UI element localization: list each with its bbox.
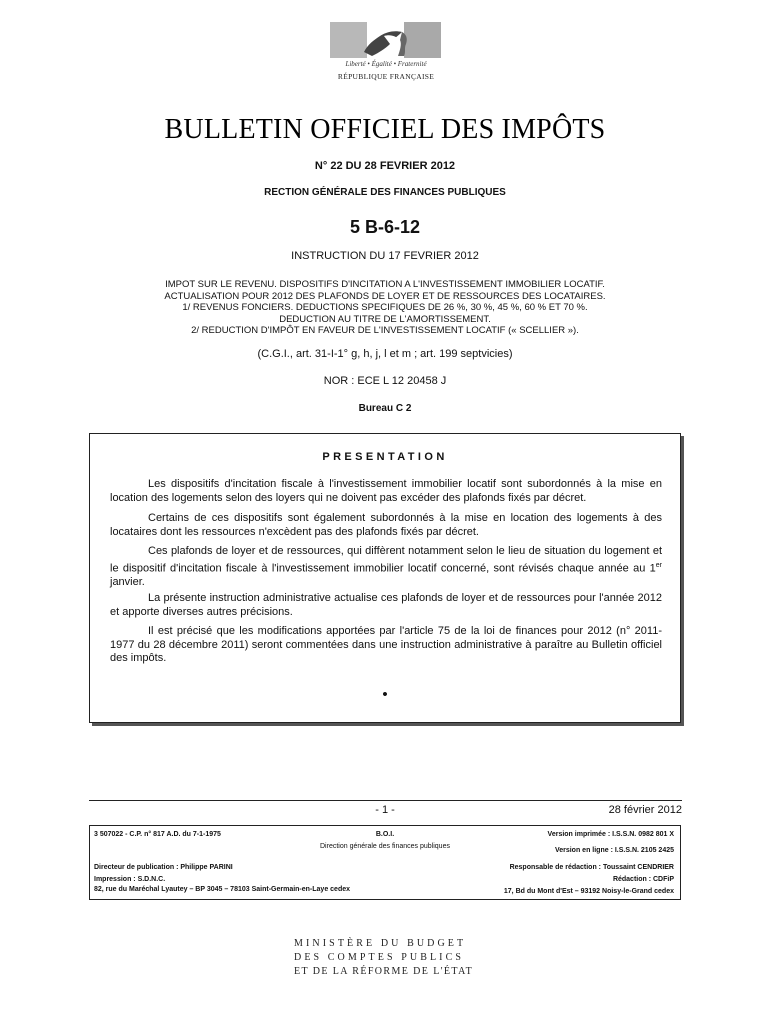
issn-print: Version imprimée : I.S.S.N. 0982 801 X — [547, 831, 674, 838]
subject-line: 1/ REVENUS FONCIERS. DEDUCTIONS SPECIFIQUES DE 26 %, 30 %, 45 %, 60 % ET 70 %. — [182, 302, 588, 313]
document-code: 5 B-6-12 — [349, 217, 421, 237]
printing-label: Impression : S.D.N.C. — [94, 876, 166, 883]
paragraph-text: janvier. — [110, 575, 145, 588]
ordinal-superscript: er — [655, 561, 662, 569]
subject-line: 2/ REDUCTION D'IMPÔT EN FAVEUR DE L'INVESTISSEMENT LOCATIF (« SCELLIER »). — [191, 325, 579, 336]
bureau-label: Bureau C 2 — [358, 403, 412, 414]
dgfip-label: Direction générale des finances publiques — [320, 843, 450, 850]
issue-number: N° 22 DU 28 FEVRIER 2012 — [314, 160, 456, 172]
page-date: 28 février 2012 — [608, 804, 682, 816]
presentation-paragraph: Les dispositifs d'incitation fiscale à l'investissement immobilier locatif sont subordonnés à la mise en location des logements selon des loyers qui ne doivent pas excéder des plafonds fixés par décret. — [110, 478, 662, 504]
boi-label: B.O.I. — [375, 831, 395, 838]
publication-director: Directeur de publication : Philippe PARINI — [94, 864, 233, 871]
presentation-paragraph: Certains de ces dispositifs sont également subordonnés à la mise en location des logements à des locataires dont les ressources n'excèdent pas des plafonds fixés par décret. — [110, 512, 662, 538]
bullet-separator: • — [382, 686, 388, 703]
editorial-label: Rédaction : CDFiP — [612, 876, 674, 883]
legal-references: (C.G.I., art. 31-I-1° g, h, j, l et m ; art. 199 septvicies) — [257, 348, 513, 360]
subject-line: DEDUCTION AU TITRE DE L'AMORTISSEMENT. — [279, 313, 491, 325]
ministry-line: DES COMPTES PUBLICS — [294, 952, 465, 963]
ministry-line: ET DE LA RÉFORME DE L'ÉTAT — [294, 966, 474, 977]
direction-name: RECTION GÉNÉRALE DES FINANCES PUBLIQUES — [264, 187, 506, 198]
subject-block — [0, 279, 770, 337]
instruction-date: INSTRUCTION DU 17 FEVRIER 2012 — [291, 250, 479, 262]
cppap-number: 3 507022 - C.P. n° 817 A.D. du 7-1-1975 — [94, 831, 221, 838]
publication-info-box — [89, 825, 681, 900]
subject-line: IMPOT SUR LE REVENU. DISPOSITIFS D'INCITATION A L'INVESTISSEMENT IMMOBILIER LOCATIF. — [165, 279, 605, 290]
page-number: - 1 - — [375, 804, 395, 816]
republic-name: RÉPUBLIQUE FRANÇAISE — [337, 72, 435, 81]
issn-online: Version en ligne : I.S.S.N. 2105 2425 — [554, 847, 674, 854]
presentation-paragraph — [110, 545, 662, 589]
paragraph-text: Ces plafonds de loyer et de ressources, qui diffèrent notamment selon le lieu de situation du logement et le dispositif d'incitation fiscale à l'investissement immobilier locatif concerné, sont révisés chaque année au 1 — [110, 545, 662, 575]
ministry-line: MINISTÈRE DU BUDGET — [294, 938, 467, 949]
bulletin-title: BULLETIN OFFICIEL DES IMPÔTS — [164, 114, 606, 145]
presentation-box — [89, 433, 681, 723]
nor-number: NOR : ECE L 12 20458 J — [323, 375, 447, 387]
presentation-paragraph: La présente instruction administrative actualise ces plafonds de loyer et de ressources pour l'année 2012 et apporte diverses autres précisions. — [110, 592, 662, 618]
editor-in-chief: Responsable de rédaction : Toussaint CENDRIER — [509, 864, 674, 871]
presentation-title: PRESENTATION — [322, 451, 448, 463]
ministry-signature — [294, 937, 494, 979]
subject-line: ACTUALISATION POUR 2012 DES PLAFONDS DE LOYER ET DE RESSOURCES DES LOCATAIRES. — [164, 290, 606, 302]
republic-motto: Liberté • Égalité • Fraternité — [345, 60, 427, 68]
editorial-address: 17, Bd du Mont d'Est – 93192 Noisy-le-Grand cedex — [503, 888, 674, 895]
presentation-paragraph: Il est précisé que les modifications apportées par l'article 75 de la loi de finances pour 2012 (n° 2011-1977 du 28 décembre 2011) seront commentées dans une instruction administrative à paraître au Bulletin officiel des impôts. — [110, 625, 662, 664]
printing-address: 82, rue du Maréchal Lyautey – BP 3045 – 78103 Saint-Germain-en-Laye cedex — [94, 886, 351, 893]
footer-divider — [89, 800, 682, 801]
